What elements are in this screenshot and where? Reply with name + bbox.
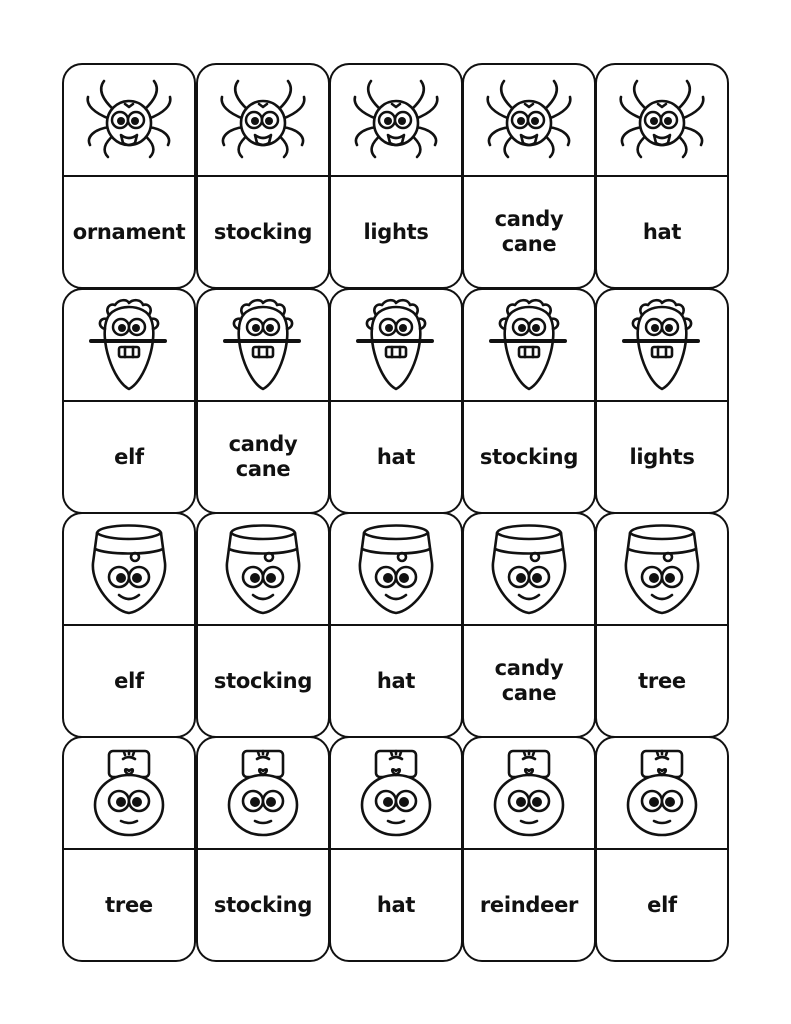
word-card	[595, 512, 729, 738]
word-card	[62, 288, 196, 514]
word-card	[329, 512, 463, 738]
card-picture	[64, 514, 194, 626]
card-word: lights	[363, 219, 429, 244]
card-word: tree	[638, 668, 686, 693]
card-picture	[198, 65, 328, 177]
card-picture	[331, 65, 461, 177]
card-word: hat	[642, 219, 682, 244]
card-word: stocking	[213, 668, 313, 693]
candy-corn-hat-icon	[87, 519, 171, 619]
card-word: hat	[376, 892, 416, 917]
card-word: lights	[629, 444, 695, 469]
word-card	[462, 512, 596, 738]
card-picture	[597, 65, 727, 177]
word-card	[196, 288, 330, 514]
word-card	[329, 736, 463, 962]
card-picture	[464, 738, 594, 850]
spider-icon	[607, 75, 717, 165]
card-picture	[198, 514, 328, 626]
card-word: hat	[376, 668, 416, 693]
card-picture	[597, 738, 727, 850]
word-card	[595, 288, 729, 514]
word-card	[329, 288, 463, 514]
card-picture	[331, 514, 461, 626]
word-card	[462, 288, 596, 514]
card-word: ornament	[72, 219, 186, 244]
round-monster-icon	[221, 743, 305, 843]
card-word: stocking	[213, 892, 313, 917]
card-picture	[464, 290, 594, 402]
spider-icon	[474, 75, 584, 165]
candy-corn-hat-icon	[620, 519, 704, 619]
card-picture	[64, 738, 194, 850]
word-card	[196, 736, 330, 962]
card-picture	[597, 290, 727, 402]
candy-corn-elf-icon	[346, 295, 446, 395]
round-monster-icon	[487, 743, 571, 843]
round-monster-icon	[87, 743, 171, 843]
candy-corn-elf-icon	[213, 295, 313, 395]
spider-icon	[208, 75, 318, 165]
candy-corn-elf-icon	[79, 295, 179, 395]
card-picture	[198, 290, 328, 402]
card-picture	[198, 738, 328, 850]
card-word: tree	[105, 892, 153, 917]
candy-corn-hat-icon	[354, 519, 438, 619]
card-picture	[464, 514, 594, 626]
card-word: candy cane	[228, 432, 298, 481]
word-card	[462, 736, 596, 962]
spider-icon	[74, 75, 184, 165]
word-card-sheet	[62, 63, 729, 962]
candy-corn-elf-icon	[479, 295, 579, 395]
spider-icon	[341, 75, 451, 165]
card-word: candy cane	[494, 207, 564, 256]
card-word: stocking	[213, 219, 313, 244]
candy-corn-hat-icon	[487, 519, 571, 619]
card-word: elf	[114, 444, 144, 469]
word-card	[329, 63, 463, 289]
card-word: hat	[376, 444, 416, 469]
word-card	[595, 63, 729, 289]
card-picture	[64, 290, 194, 402]
card-word: stocking	[479, 444, 579, 469]
word-card	[196, 512, 330, 738]
card-word: elf	[647, 892, 677, 917]
card-picture	[331, 290, 461, 402]
card-picture	[331, 738, 461, 850]
word-card	[595, 736, 729, 962]
word-card	[62, 736, 196, 962]
word-card	[462, 63, 596, 289]
card-word: candy cane	[494, 656, 564, 705]
candy-corn-hat-icon	[221, 519, 305, 619]
word-card	[62, 63, 196, 289]
card-picture	[64, 65, 194, 177]
word-card	[62, 512, 196, 738]
card-picture	[597, 514, 727, 626]
round-monster-icon	[620, 743, 704, 843]
candy-corn-elf-icon	[612, 295, 712, 395]
card-picture	[464, 65, 594, 177]
card-word: elf	[114, 668, 144, 693]
card-word: reindeer	[479, 892, 579, 917]
round-monster-icon	[354, 743, 438, 843]
word-card	[196, 63, 330, 289]
